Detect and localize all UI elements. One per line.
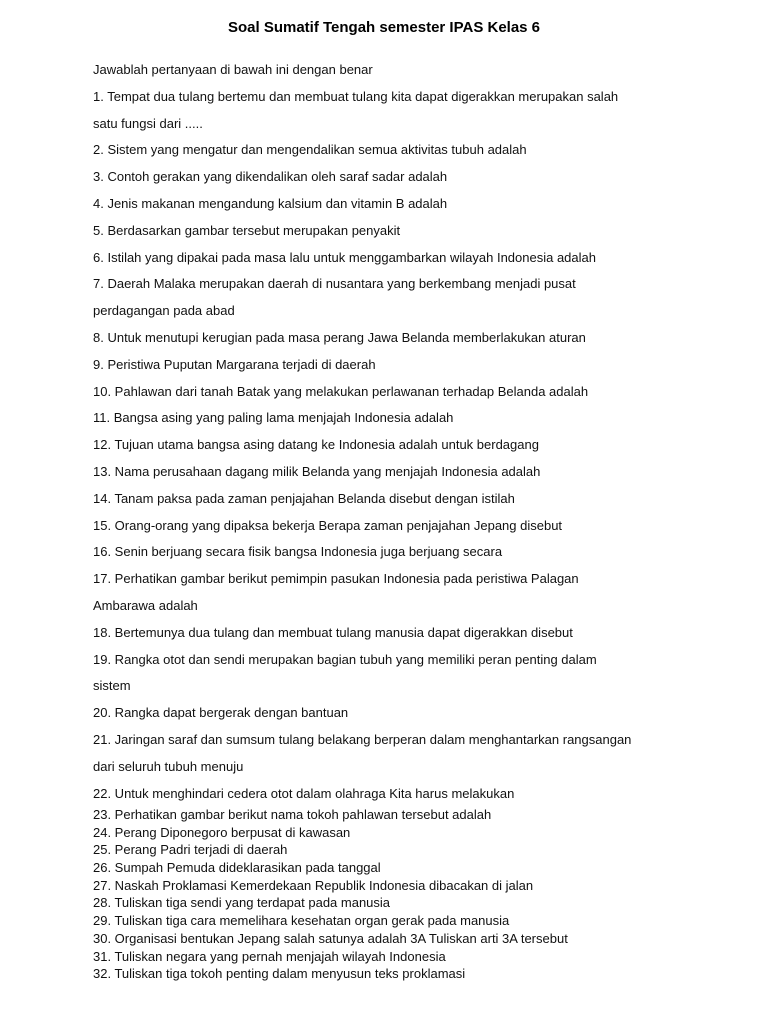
- question-line: 6. Istilah yang dipakai pada masa lalu untuk menggambarkan wilayah Indonesia adalah: [93, 249, 596, 265]
- question-line: 13. Nama perusahaan dagang milik Belanda yang menjajah Indonesia adalah: [93, 463, 541, 479]
- question-line: 2. Sistem yang mengatur dan mengendalikan semua aktivitas tubuh adalah: [93, 142, 527, 158]
- question-line: 29. Tuliskan tiga cara memelihara kesehatan organ gerak pada manusia: [93, 913, 510, 929]
- question-line: 8. Untuk menutupi kerugian pada masa perang Jawa Belanda memberlakukan aturan: [93, 329, 586, 345]
- question-line: 30. Organisasi bentukan Jepang salah satunya adalah 3A Tuliskan arti 3A tersebut: [93, 930, 568, 946]
- document-title: Soal Sumatif Tengah semester IPAS Kelas 6: [227, 19, 541, 36]
- question-line: perdagangan pada abad: [93, 303, 235, 319]
- question-line: 11. Bangsa asing yang paling lama menjajah Indonesia adalah: [93, 410, 454, 426]
- question-line: dari seluruh tubuh menuju: [93, 758, 244, 774]
- question-list-spaced: [93, 57, 693, 807]
- question-line: 9. Peristiwa Puputan Margarana terjadi di daerah: [93, 356, 376, 372]
- question-line: 1. Tempat dua tulang bertemu dan membuat tulang kita dapat digerakkan merupakan salah: [93, 88, 619, 104]
- question-line: 14. Tanam paksa pada zaman penjajahan Belanda disebut dengan istilah: [93, 490, 515, 506]
- question-line: 15. Orang-orang yang dipaksa bekerja Berapa zaman penjajahan Jepang disebut: [93, 517, 563, 533]
- question-line: 10. Pahlawan dari tanah Batak yang melakukan perlawanan terhadap Belanda adalah: [93, 383, 589, 399]
- question-line: 31. Tuliskan negara yang pernah menjajah wilayah Indonesia: [93, 948, 446, 964]
- question-line: 25. Perang Padri terjadi di daerah: [93, 842, 288, 858]
- question-line: sistem: [93, 678, 131, 694]
- question-line: 4. Jenis makanan mengandung kalsium dan vitamin B adalah: [93, 195, 448, 211]
- question-line: 16. Senin berjuang secara fisik bangsa Indonesia juga berjuang secara: [93, 544, 503, 560]
- question-line: 5. Berdasarkan gambar tersebut merupakan penyakit: [93, 222, 401, 238]
- question-line: 27. Naskah Proklamasi Kemerdekaan Republik Indonesia dibacakan di jalan: [93, 877, 534, 893]
- question-line: 3. Contoh gerakan yang dikendalikan oleh saraf sadar adalah: [93, 169, 448, 185]
- question-line: 20. Rangka dapat bergerak dengan bantuan: [93, 705, 349, 721]
- question-line: Ambarawa adalah: [93, 597, 198, 613]
- instruction-text: Jawablah pertanyaan di bawah ini dengan benar: [93, 62, 373, 77]
- question-line: satu fungsi dari .....: [93, 115, 203, 131]
- question-line: 17. Perhatikan gambar berikut pemimpin pasukan Indonesia pada peristiwa Palagan: [93, 571, 579, 587]
- question-line: 19. Rangka otot dan sendi merupakan bagian tubuh yang memiliki peran penting dalam: [93, 651, 597, 667]
- question-line: 26. Sumpah Pemuda dideklarasikan pada tanggal: [93, 860, 381, 876]
- question-list-tight: [93, 806, 693, 983]
- question-line: 18. Bertemunya dua tulang dan membuat tulang manusia dapat digerakkan disebut: [93, 624, 573, 640]
- question-line: 22. Untuk menghindari cedera otot dalam olahraga Kita harus melakukan: [93, 785, 515, 801]
- question-line: 12. Tujuan utama bangsa asing datang ke Indonesia adalah untuk berdagang: [93, 437, 539, 453]
- question-line: 7. Daerah Malaka merupakan daerah di nusantara yang berkembang menjadi pusat: [93, 276, 576, 292]
- question-line: 23. Perhatikan gambar berikut nama tokoh pahlawan tersebut adalah: [93, 807, 492, 822]
- question-line: 28. Tuliskan tiga sendi yang terdapat pada manusia: [93, 895, 391, 911]
- question-line: 24. Perang Diponegoro berpusat di kawasan: [93, 824, 351, 840]
- question-line: 32. Tuliskan tiga tokoh penting dalam menyusun teks proklamasi: [93, 966, 466, 982]
- question-line: 21. Jaringan saraf dan sumsum tulang belakang berperan dalam menghantarkan rangsangan: [93, 731, 632, 747]
